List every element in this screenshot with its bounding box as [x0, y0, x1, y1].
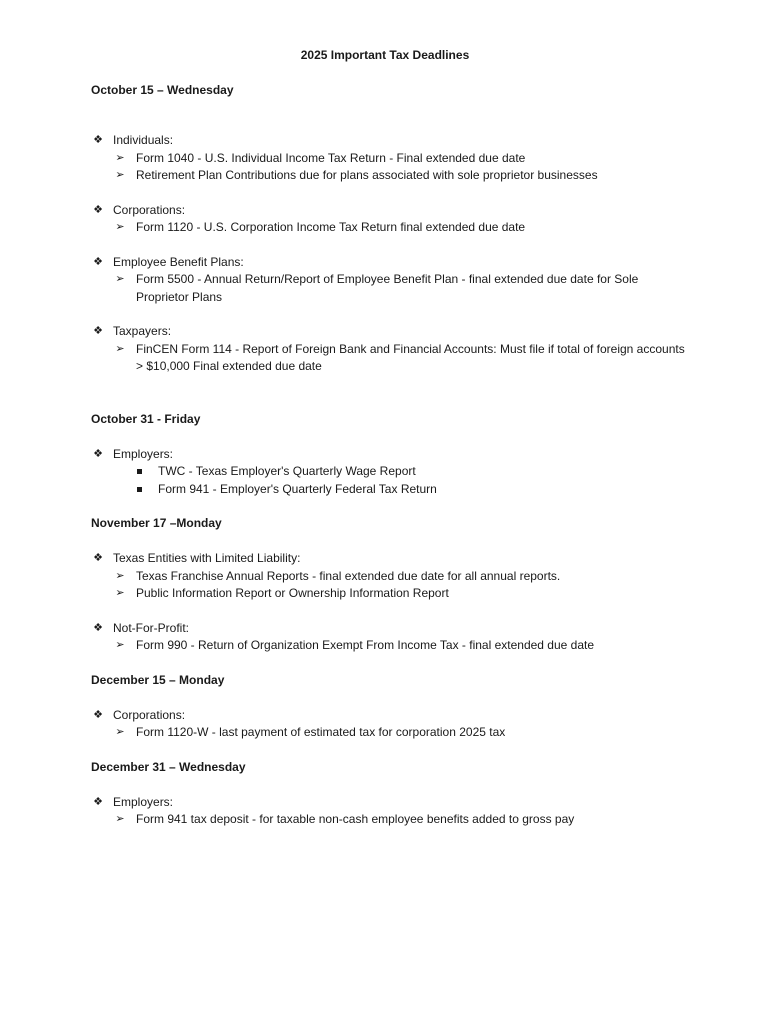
- category-group-individuals: [91, 132, 691, 185]
- date-heading: December 31 – Wednesday: [91, 759, 246, 774]
- deadline-section-nov-17: [91, 515, 691, 655]
- list-item: ➢ FinCEN Form 114 - Report of Foreign Bank and Financial Accounts: Must file if total of foreign accounts > $10,000 Final extended due date: [91, 341, 691, 376]
- diamond-bullet-icon: ❖: [93, 255, 103, 268]
- deadline-section-oct-15: [91, 82, 691, 376]
- date-heading: October 15 – Wednesday: [91, 83, 234, 97]
- square-bullet-icon: [137, 487, 142, 492]
- arrow-bullet-icon: ➢: [115, 639, 125, 651]
- category-label: Not-For-Profit:: [113, 620, 190, 635]
- document-title: 2025 Important Tax Deadlines: [300, 48, 470, 62]
- date-heading: October 31 - Friday: [91, 411, 201, 426]
- category-group-employee-benefit-plans: [91, 254, 691, 307]
- category-label: Employee Benefit Plans:: [113, 254, 244, 269]
- category-label: Individuals:: [113, 133, 174, 147]
- list-item: ➢ Form 941 tax deposit - for taxable non-cash employee benefits added to gross pay: [91, 811, 691, 829]
- diamond-bullet-icon: ❖: [93, 552, 103, 564]
- arrow-bullet-icon: ➢: [115, 342, 125, 355]
- category-group-corporations: [91, 202, 691, 237]
- category-group-corporations: [91, 707, 691, 742]
- category-group-employers: [91, 794, 691, 829]
- arrow-bullet-icon: ➢: [115, 169, 125, 181]
- category-label: Employers:: [113, 794, 174, 809]
- square-bullet-icon: [137, 469, 142, 474]
- category-label: Taxpayers:: [113, 324, 172, 338]
- list-item: Form 941 - Employer's Quarterly Federal Tax Return: [91, 481, 691, 499]
- category-group-texas-entities: [91, 550, 691, 603]
- arrow-bullet-icon: ➢: [115, 273, 125, 285]
- list-item: TWC - Texas Employer's Quarterly Wage Report: [91, 463, 691, 481]
- diamond-bullet-icon: ❖: [93, 203, 103, 216]
- arrow-bullet-icon: ➢: [115, 151, 125, 164]
- category-label: Corporations:: [113, 707, 186, 722]
- category-label: Corporations:: [113, 202, 186, 217]
- category-label: Employers:: [113, 446, 174, 461]
- category-group-not-for-profit: [91, 620, 691, 655]
- arrow-bullet-icon: ➢: [115, 726, 125, 738]
- arrow-bullet-icon: ➢: [115, 569, 125, 582]
- list-item: ➢ Public Information Report or Ownership Information Report: [91, 585, 691, 603]
- diamond-bullet-icon: ❖: [93, 621, 103, 634]
- list-item: ➢ Texas Franchise Annual Reports - final extended due date for all annual reports.: [91, 568, 691, 586]
- list-item: ➢ Form 1120-W - last payment of estimated tax for corporation 2025 tax: [91, 724, 691, 742]
- arrow-bullet-icon: ➢: [115, 587, 125, 599]
- date-heading: November 17 –Monday: [91, 516, 222, 530]
- list-item: ➢ Form 990 - Return of Organization Exempt From Income Tax - final extended due date: [91, 637, 691, 655]
- diamond-bullet-icon: ❖: [93, 708, 103, 721]
- list-item: ➢ Form 1040 - U.S. Individual Income Tax Return - Final extended due date: [91, 150, 691, 168]
- diamond-bullet-icon: ❖: [93, 325, 103, 337]
- category-group-employers: [91, 446, 691, 499]
- document-content: [91, 82, 691, 829]
- arrow-bullet-icon: ➢: [115, 813, 125, 825]
- list-item: ➢ Form 5500 - Annual Return/Report of Employee Benefit Plan - final extended due date for Sole Proprietor Plans: [91, 271, 691, 306]
- list-item: ➢ Form 1120 - U.S. Corporation Income Tax Return final extended due date: [91, 219, 691, 237]
- date-heading: December 15 – Monday: [91, 672, 225, 687]
- list-item: ➢ Retirement Plan Contributions due for plans associated with sole proprietor businesses: [91, 167, 691, 185]
- category-group-taxpayers: [91, 323, 691, 376]
- category-label: Texas Entities with Limited Liability:: [113, 551, 301, 565]
- diamond-bullet-icon: ❖: [93, 795, 103, 808]
- deadline-section-dec-31: [91, 759, 691, 829]
- arrow-bullet-icon: ➢: [115, 221, 125, 233]
- deadline-section-dec-15: [91, 672, 691, 742]
- diamond-bullet-icon: ❖: [93, 447, 103, 460]
- deadline-section-oct-31: [91, 411, 691, 499]
- diamond-bullet-icon: ❖: [93, 134, 103, 146]
